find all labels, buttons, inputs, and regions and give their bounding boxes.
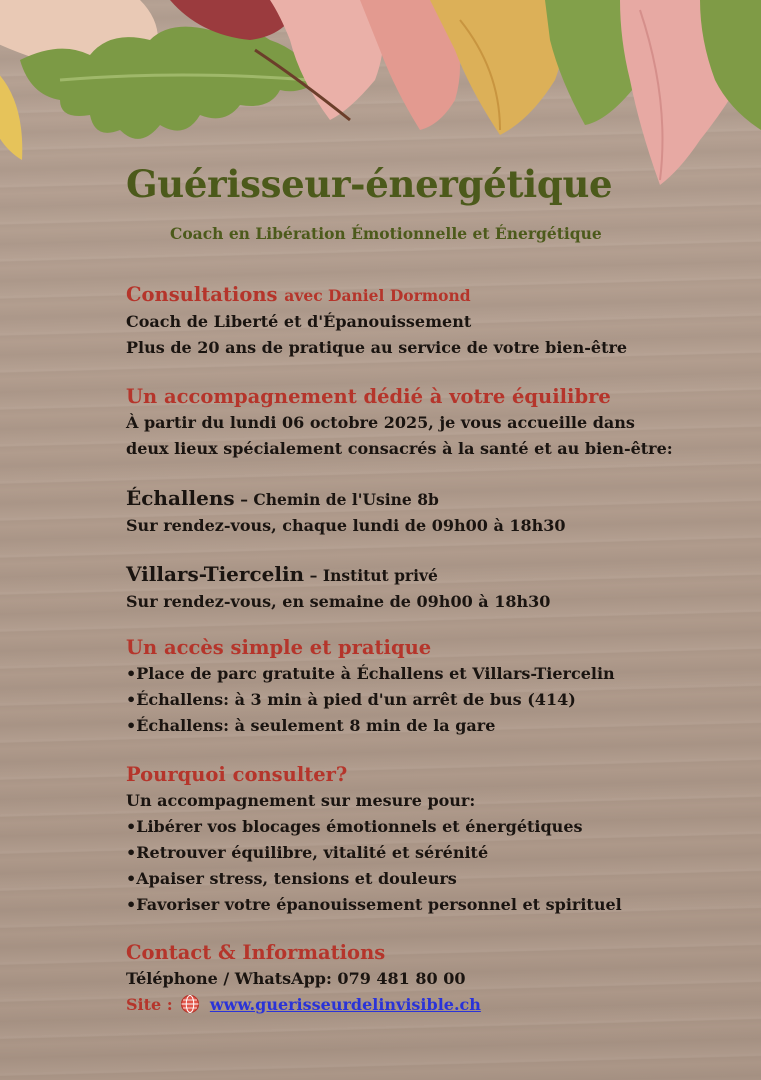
location-echallens: [126, 485, 566, 539]
consultations-heading-main: Consultations: [126, 283, 278, 306]
consultations-line: Coach de Liberté et d'Épanouissement: [126, 312, 472, 331]
pourquoi-item: •Favoriser votre épanouissement personnel et spirituel: [126, 895, 622, 914]
contact-section: [126, 940, 481, 1018]
location-name: Échallens: [126, 486, 235, 510]
contact-phone: Téléphone / WhatsApp: 079 481 80 00: [126, 969, 466, 988]
pourquoi-heading: Pourquoi consulter?: [126, 763, 348, 786]
location-villars-tiercelin: [126, 561, 550, 615]
contact-heading: Contact & Informations: [126, 941, 386, 964]
page-subtitle: Coach en Libération Émotionnelle et Énergétique: [170, 224, 602, 243]
accompagnement-line: deux lieux spécialement consacrés à la santé et au bien-être:: [126, 439, 673, 458]
accompagnement-heading: Un accompagnement dédié à votre équilibre: [126, 385, 611, 408]
pourquoi-section: [126, 762, 622, 918]
acces-item: •Échallens: à 3 min à pied d'un arrêt de bus (414): [126, 690, 576, 709]
location-title: [126, 561, 550, 589]
location-schedule: Sur rendez-vous, en semaine de 09h00 à 18h30: [126, 592, 551, 611]
consultations-heading: [126, 282, 627, 309]
acces-heading: Un accès simple et pratique: [126, 636, 432, 659]
pourquoi-intro: Un accompagnement sur mesure pour:: [126, 791, 476, 810]
consultations-heading-suffix: avec Daniel Dormond: [284, 286, 471, 305]
globe-icon: [180, 994, 200, 1014]
pourquoi-item: •Libérer vos blocages émotionnels et énergétiques: [126, 817, 583, 836]
accompagnement-section: [126, 384, 673, 462]
location-name: Villars-Tiercelin: [126, 562, 305, 586]
pourquoi-item: •Apaiser stress, tensions et douleurs: [126, 869, 457, 888]
pourquoi-item: •Retrouver équilibre, vitalité et sérénité: [126, 843, 489, 862]
site-label: Site :: [126, 995, 173, 1014]
consultations-section: [126, 282, 627, 361]
website-link[interactable]: www.guerisseurdelinvisible.ch: [209, 995, 481, 1014]
acces-item: •Place de parc gratuite à Échallens et Villars-Tiercelin: [126, 664, 615, 683]
accompagnement-line: À partir du lundi 06 octobre 2025, je vous accueille dans: [126, 413, 635, 432]
location-schedule: Sur rendez-vous, chaque lundi de 09h00 à 18h30: [126, 516, 566, 535]
consultations-line: Plus de 20 ans de pratique au service de votre bien-être: [126, 338, 628, 357]
location-detail: – Chemin de l'Usine 8b: [240, 490, 439, 509]
acces-section: [126, 635, 615, 739]
location-title: [126, 485, 566, 513]
location-detail: – Institut privé: [309, 566, 438, 585]
contact-site-row: [126, 992, 481, 1018]
page-title: Guérisseur-énergétique: [126, 162, 613, 206]
acces-item: •Échallens: à seulement 8 min de la gare: [126, 716, 496, 735]
